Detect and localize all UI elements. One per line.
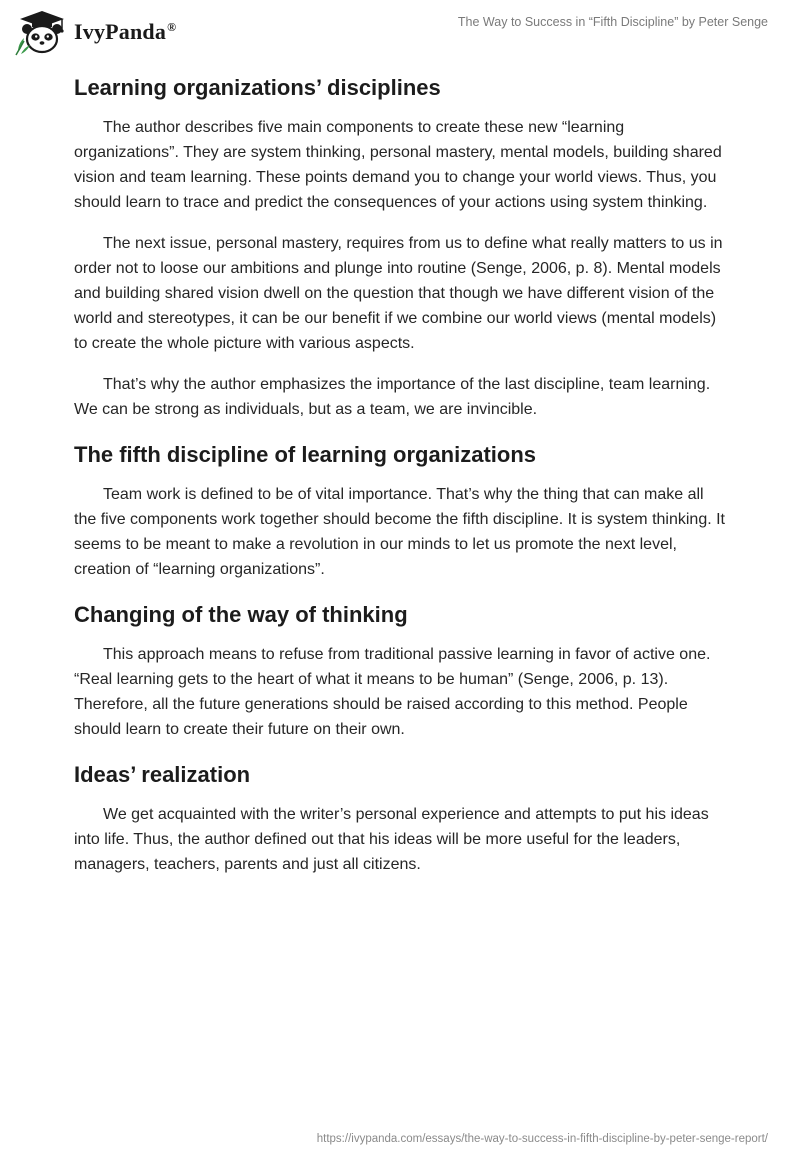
section-changing-thinking <box>74 598 726 742</box>
essay-body <box>74 70 726 893</box>
document-title: The Way to Success in “Fifth Discipline” by Peter Senge <box>457 15 768 29</box>
logo[interactable] <box>12 8 176 56</box>
section-ideas-realization <box>74 758 726 877</box>
page-header <box>0 0 800 60</box>
brand-name: IvyPanda® <box>74 19 177 44</box>
paragraph: Team work is defined to be of vital importance. That’s why the thing that can make all the five components work together should become the fifth discipline. It is system thinking. It seems to be meant to make a revolution in our minds to let us promote the next level, creation of “learning organizations”. <box>74 486 725 578</box>
paragraph: The next issue, personal mastery, requires from us to define what really matters to us in order not to loose our ambitions and plunge into routine (Senge, 2006, p. 8). Mental models and building shared vision dwell on the question that though we have different vision of the world and stereotypes, it can be our benefit if we combine our world views (mental models) to create the whole picture with various aspects. <box>74 235 723 352</box>
section-heading: Ideas’ realization <box>74 762 251 787</box>
section-heading: The fifth discipline of learning organizations <box>74 442 537 467</box>
paragraph: We get acquainted with the writer’s personal experience and attempts to put his ideas into life. Thus, the author defined out that his ideas will be more useful for the leaders, managers, teachers, parents and just all citizens. <box>74 806 709 873</box>
section-fifth-discipline <box>74 438 726 582</box>
panda-logo-icon <box>12 8 72 56</box>
paragraph: This approach means to refuse from traditional passive learning in favor of active one. “Real learning gets to the heart of what it means to be human” (Senge, 2006, p. 13). Therefore, all the future generations should be raised according to this method. People should learn to create their future on their own. <box>74 646 711 738</box>
source-url-link[interactable]: https://ivypanda.com/essays/the-way-to-success-in-fifth-discipline-by-peter-senge-report/ <box>316 1133 768 1145</box>
section-heading: Learning organizations’ disciplines <box>74 75 441 100</box>
section-disciplines <box>74 71 726 422</box>
paragraph: The author describes five main components to create these new “learning organizations”. They are system thinking, personal mastery, mental models, building shared vision and team learning. These points demand you to change your world views. Thus, you should learn to trace and predict the consequences of your actions using system thinking. <box>74 119 722 211</box>
paragraph: That’s why the author emphasizes the importance of the last discipline, team learning. We can be strong as individuals, but as a team, we are invincible. <box>74 376 711 418</box>
registered-mark: ® <box>167 19 177 34</box>
section-heading: Changing of the way of thinking <box>74 602 408 627</box>
